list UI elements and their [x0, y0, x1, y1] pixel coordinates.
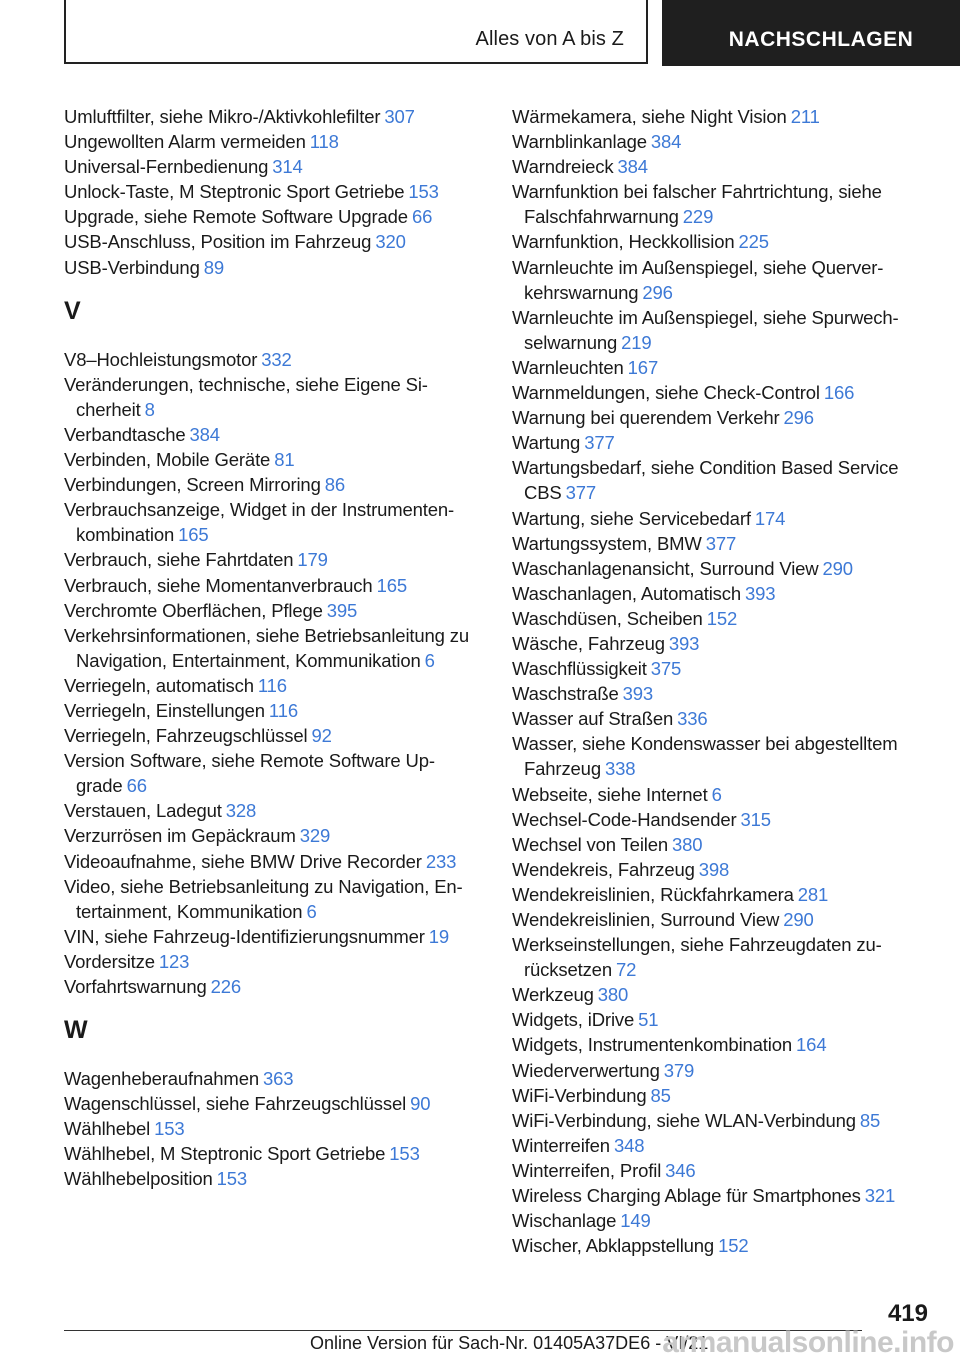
page-reference-link[interactable]: 393: [622, 683, 654, 705]
page-reference-link[interactable]: 153: [216, 1168, 248, 1190]
index-entry: [512, 907, 932, 932]
index-entry-term: Warnleuchte im Außenspiegel, siehe Querverkehrswarnung: [512, 256, 884, 303]
page-reference-link[interactable]: 384: [650, 131, 682, 153]
index-entry: [64, 422, 486, 447]
index-entry: [64, 598, 486, 623]
page-reference-link[interactable]: 379: [663, 1059, 695, 1081]
page-reference-link[interactable]: 85: [859, 1109, 881, 1131]
index-entry-term: Video, siehe Betriebsanleitung zu Navigation, Entertainment, Kommunikation: [64, 875, 463, 922]
index-entry-term: Waschanlagen, Automatisch: [512, 582, 741, 604]
index-entry: [512, 1058, 932, 1083]
index-entry-term: Wechsel von Teilen: [512, 833, 669, 855]
page-reference-link[interactable]: 211: [790, 106, 820, 127]
index-entry-term: Vordersitze: [64, 950, 155, 972]
index-entry-term: Universal-Fernbedienung: [64, 156, 269, 178]
index-entry: [64, 623, 486, 673]
index-entry-term: Verstauen, Ladegut: [64, 800, 222, 822]
page-reference-link[interactable]: 116: [257, 674, 287, 696]
index-entry: [64, 924, 486, 949]
index-entry-term: V8–Hochleistungsmotor: [64, 348, 258, 370]
page-reference-link[interactable]: 165: [178, 524, 209, 546]
index-entry: [64, 1066, 486, 1091]
index-entry-term: Wasser auf Straßen: [512, 708, 674, 730]
index-entry-term: Umluftfilter, siehe Mikro-/Aktivkohlefilter: [64, 106, 381, 127]
index-entry: [64, 823, 486, 848]
index-entry: [512, 355, 932, 380]
index-entry-term: WiFi-Verbindung: [512, 1084, 647, 1106]
index-entry: [64, 723, 486, 748]
index-entry-term: Wasser, siehe Kondenswasser bei abgestelltem Fahrzeug: [512, 733, 898, 780]
index-entry: [64, 347, 486, 372]
page-reference-link[interactable]: 393: [668, 632, 700, 654]
header-frame: [64, 0, 648, 64]
index-entry-term: Warndreieck: [512, 156, 614, 178]
index-entry-term: Werkzeug: [512, 984, 594, 1006]
page-reference-link[interactable]: 174: [754, 507, 786, 529]
index-entry: [512, 1007, 932, 1032]
index-entry-term: Wendekreislinien, Surround View: [512, 909, 780, 930]
index-entry-term: Wechsel-Code-Handsender: [512, 808, 737, 830]
index-entry: [512, 882, 932, 907]
page-reference-link[interactable]: 346: [665, 1159, 696, 1181]
index-entry: [512, 556, 932, 581]
index-entry-term: Verriegeln, Fahrzeugschlüssel: [64, 725, 308, 747]
index-entry-term: Verchromte Oberflächen, Pflege: [64, 599, 323, 621]
page-reference-link[interactable]: 6: [424, 649, 435, 671]
index-entry: [512, 1133, 932, 1158]
index-entry-term: Wartung: [512, 432, 581, 454]
index-column-left: [64, 104, 486, 1192]
index-entry-term: USB-Anschluss, Position im Fahrzeug: [64, 231, 372, 253]
index-entry: [64, 673, 486, 698]
chapter-title: NACHSCHLAGEN: [728, 28, 914, 51]
page-reference-link[interactable]: 165: [376, 574, 407, 596]
index-entry: [512, 531, 932, 556]
index-entry: [64, 179, 486, 204]
index-entry-term: Waschdüsen, Scheiben: [512, 607, 703, 629]
index-entry: [512, 807, 932, 832]
index-entry: [64, 472, 486, 497]
index-entry: [512, 1183, 932, 1208]
page-reference-link[interactable]: 375: [650, 658, 682, 680]
index-entry-term: Wartung, siehe Servicebedarf: [512, 507, 751, 529]
index-entry: [512, 154, 932, 179]
page-reference-link[interactable]: 296: [642, 281, 673, 303]
index-entry: [512, 1032, 932, 1057]
index-entry: [512, 104, 932, 129]
index-entry: [64, 798, 486, 823]
page-reference-link[interactable]: 8: [144, 398, 155, 420]
index-entry-term: Wagenheberaufnahmen: [64, 1068, 259, 1090]
page-reference-link[interactable]: 314: [272, 156, 303, 178]
index-entry: [512, 506, 932, 531]
index-entry: [512, 405, 932, 430]
index-entry: [512, 455, 932, 505]
page-reference-link[interactable]: 92: [311, 725, 332, 747]
index-entry: [512, 1208, 932, 1233]
page-reference-link[interactable]: 380: [597, 984, 629, 1006]
page-reference-link[interactable]: 153: [389, 1143, 420, 1165]
page-reference-link[interactable]: 116: [268, 699, 298, 721]
page-reference-link[interactable]: 296: [783, 407, 814, 429]
page-reference-link[interactable]: 66: [126, 775, 147, 797]
index-entry: [64, 229, 486, 254]
index-entry-term: Wireless Charging Ablage für Smartphones: [512, 1185, 861, 1207]
index-entry-term: Wärmekamera, siehe Night Vision: [512, 106, 787, 127]
index-entry-term: Wendekreis, Fahrzeug: [512, 858, 695, 880]
page-reference-link[interactable]: 225: [738, 231, 769, 253]
index-entry-term: USB-Verbindung: [64, 256, 200, 278]
index-entry-term: WiFi-Verbindung, siehe WLAN-Verbindung: [512, 1109, 856, 1131]
index-entry-term: Waschflüssigkeit: [512, 658, 647, 680]
page-reference-link[interactable]: 398: [698, 858, 730, 880]
index-entry: [64, 974, 486, 999]
index-entry: [512, 305, 932, 355]
index-entry-term: Wäsche, Fahrzeug: [512, 632, 665, 654]
page-reference-link[interactable]: 377: [584, 432, 615, 454]
index-entry: [64, 698, 486, 723]
index-entry: [512, 631, 932, 656]
index-letter-heading: W: [64, 1016, 88, 1045]
page-reference-link[interactable]: 233: [425, 850, 457, 872]
page-reference-link[interactable]: 315: [740, 808, 771, 830]
index-letter-heading: V: [64, 296, 81, 325]
page-reference-link[interactable]: 348: [613, 1134, 645, 1156]
index-entry: [64, 372, 486, 422]
index-entry-term: Winterreifen, Profil: [512, 1159, 662, 1181]
index-entry: [512, 255, 932, 305]
index-entry-term: Wagenschlüssel, siehe Fahrzeugschlüssel: [64, 1093, 407, 1115]
page-reference-link[interactable]: 72: [615, 959, 637, 981]
index-entry-term: Warnung bei querendem Verkehr: [512, 407, 780, 429]
page-reference-link[interactable]: 393: [745, 582, 776, 604]
index-entry: [64, 949, 486, 974]
page-reference-link[interactable]: 219: [621, 331, 652, 353]
index-entry-term: Werkseinstellungen, siehe Fahrzeugdaten zurücksetzen: [512, 934, 882, 981]
page-reference-link[interactable]: 123: [158, 950, 190, 972]
page-reference-link[interactable]: 328: [225, 800, 257, 822]
index-entry: [512, 430, 932, 455]
index-entry-term: Wischer, Abklappstellung: [512, 1235, 715, 1257]
page-reference-link[interactable]: 6: [306, 900, 317, 922]
page-reference-link[interactable]: 85: [650, 1084, 671, 1106]
page-reference-link[interactable]: 86: [324, 474, 345, 496]
chapter-tab: [662, 0, 960, 66]
index-entry-term: Webseite, siehe Internet: [512, 783, 708, 805]
page-reference-link[interactable]: 290: [822, 557, 853, 579]
index-entry: [512, 932, 932, 982]
page-reference-link[interactable]: 332: [261, 348, 292, 370]
index-entry: [512, 606, 932, 631]
page-reference-link[interactable]: 51: [638, 1009, 659, 1031]
page-reference-link[interactable]: 167: [627, 356, 659, 378]
index-entry-term: Unlock-Taste, M Steptronic Sport Getriebe: [64, 181, 405, 203]
page-reference-link[interactable]: 377: [565, 482, 597, 504]
page-reference-link[interactable]: 384: [617, 156, 648, 178]
index-entry: [512, 857, 932, 882]
index-entry: [64, 204, 486, 229]
index-entry-term: Winterreifen: [512, 1134, 610, 1156]
index-entry: [512, 380, 932, 405]
index-entry: [64, 129, 486, 154]
index-entry-term: Verbrauchsanzeige, Widget in der Instrumentenkombination: [64, 499, 455, 546]
watermark: armanualsonline.info: [662, 1326, 954, 1359]
index-entry: [512, 1233, 932, 1258]
index-entry-term: Wendekreislinien, Rückfahrkamera: [512, 883, 794, 905]
index-entry-term: Wählhebelposition: [64, 1168, 213, 1190]
index-entry: [512, 731, 932, 781]
index-entry-term: Waschstraße: [512, 683, 619, 705]
index-entry-term: Wählhebel: [64, 1118, 151, 1140]
page-reference-link[interactable]: 384: [189, 423, 220, 445]
index-entry: [512, 656, 932, 681]
index-entry-term: Wiederverwertung: [512, 1059, 660, 1081]
index-entry: [64, 255, 486, 280]
page-reference-link[interactable]: 118: [309, 131, 339, 153]
index-entry-term: Warnleuchten: [512, 356, 624, 378]
index-entry: [512, 982, 932, 1007]
page-reference-link[interactable]: 153: [154, 1118, 185, 1140]
index-entry-term: Waschanlagenansicht, Surround View: [512, 557, 819, 579]
index-entry: [512, 706, 932, 731]
index-entry: [64, 1141, 486, 1166]
index-entry: [64, 1166, 486, 1191]
index-entry: [512, 681, 932, 706]
index-entry-term: VIN, siehe Fahrzeug-Identifizierungsnummer: [64, 925, 425, 947]
page-reference-link[interactable]: 377: [705, 532, 737, 554]
index-entry-term: Verkehrsinformationen, siehe Betriebsanleitung zu Navigation, Entertainment, Kommunikation: [64, 624, 470, 671]
index-entry: [512, 782, 932, 807]
index-entry-term: Warnmeldungen, siehe Check-Control: [512, 382, 820, 404]
index-entry-term: Videoaufnahme, siehe BMW Drive Recorder: [64, 850, 422, 872]
index-entry: [64, 1116, 486, 1141]
page-reference-link[interactable]: 81: [274, 449, 295, 471]
page-reference-link[interactable]: 338: [604, 758, 636, 780]
page-reference-link[interactable]: 395: [326, 599, 358, 621]
index-entry-term: Verbinden, Mobile Geräte: [64, 449, 271, 471]
page-number: 419: [887, 1300, 928, 1327]
index-entry: [64, 849, 486, 874]
page-reference-link[interactable]: 307: [384, 106, 415, 127]
index-entry: [64, 874, 486, 924]
page-reference-link[interactable]: 363: [262, 1068, 294, 1090]
index-entry: [512, 129, 932, 154]
page-reference-link[interactable]: 336: [677, 708, 708, 730]
index-entry-term: Wartungssystem, BMW: [512, 532, 702, 554]
index-entry-term: Ungewollten Alarm vermeiden: [64, 131, 306, 153]
page-reference-link[interactable]: 320: [375, 231, 406, 253]
index-entry: [512, 1108, 932, 1133]
page-reference-link[interactable]: 179: [297, 549, 328, 571]
index-entry-term: Vorfahrtswarnung: [64, 976, 207, 997]
page-reference-link[interactable]: 281: [797, 883, 829, 905]
page-reference-link[interactable]: 152: [718, 1235, 749, 1257]
page-reference-link[interactable]: 152: [706, 607, 738, 629]
index-column-right: [512, 104, 932, 1258]
page-reference-link[interactable]: 90: [410, 1093, 431, 1115]
online-version-note: Online Version für Sach-Nr. 01405A37DE6 - VI/21: [310, 1333, 709, 1353]
index-entry-term: Verriegeln, automatisch: [64, 674, 254, 696]
index-entry-term: Verbrauch, siehe Momentanverbrauch: [64, 574, 373, 596]
index-entry: [512, 1083, 932, 1108]
index-entry: [512, 581, 932, 606]
index-entry-term: Wischanlage: [512, 1210, 617, 1232]
page-reference-link[interactable]: 149: [620, 1210, 651, 1232]
index-entry: [64, 573, 486, 598]
index-entry-term: Upgrade, siehe Remote Software Upgrade: [64, 206, 408, 228]
index-entry: [512, 1158, 932, 1183]
index-entry-term: Widgets, iDrive: [512, 1009, 635, 1031]
page-reference-link[interactable]: 226: [210, 976, 242, 997]
index-entry: [64, 497, 486, 547]
section-title: Alles von A bis Z: [475, 28, 624, 50]
index-entry-term: Verriegeln, Einstellungen: [64, 699, 265, 721]
page-reference-link[interactable]: 153: [408, 181, 439, 203]
index-entry-term: Warnblinkanlage: [512, 131, 647, 153]
index-entry-term: Verbrauch, siehe Fahrtdaten: [64, 549, 294, 571]
page-header: [0, 0, 960, 66]
index-entry-term: Wartungsbedarf, siehe Condition Based Service CBS: [512, 457, 899, 504]
index-entry: [64, 1091, 486, 1116]
page-reference-link[interactable]: 89: [203, 256, 224, 278]
page-reference-link[interactable]: 329: [299, 825, 331, 847]
index-entry: [512, 832, 932, 857]
index-entry: [64, 748, 486, 798]
page-reference-link[interactable]: 19: [428, 925, 450, 947]
page-reference-link[interactable]: 6: [711, 783, 722, 805]
page-reference-link[interactable]: 166: [823, 382, 855, 404]
index-entry-term: Veränderungen, technische, siehe Eigene Sicherheit: [64, 373, 428, 420]
index-entry-term: Warnleuchte im Außenspiegel, siehe Spurwechselwarnung: [512, 306, 899, 353]
index-entry-term: Widgets, Instrumentenkombination: [512, 1034, 793, 1056]
index-entry: [64, 104, 486, 129]
index-entry: [64, 154, 486, 179]
index-entry-term: Warnfunktion bei falscher Fahrtrichtung, siehe Falschfahrwarnung: [512, 181, 882, 228]
index-entry-term: Warnfunktion, Heckkollision: [512, 231, 735, 253]
page-reference-link[interactable]: 380: [672, 833, 703, 855]
index-entry: [512, 229, 932, 254]
index-entry: [512, 179, 932, 229]
index-entry: [64, 447, 486, 472]
page-reference-link[interactable]: 321: [864, 1185, 896, 1207]
index-entry-term: Version Software, siehe Remote Software Upgrade: [64, 750, 436, 797]
index-entry: [64, 547, 486, 572]
index-entry-term: Verbindungen, Screen Mirroring: [64, 474, 321, 496]
page-reference-link[interactable]: 290: [783, 909, 814, 930]
index-entry-term: Verbandtasche: [64, 423, 186, 445]
page-reference-link[interactable]: 164: [796, 1034, 827, 1056]
page-reference-link[interactable]: 66: [411, 206, 433, 228]
index-entry-term: Wählhebel, M Steptronic Sport Getriebe: [64, 1143, 386, 1165]
page-reference-link[interactable]: 229: [682, 206, 714, 228]
index-entry-term: Verzurrösen im Gepäckraum: [64, 825, 296, 847]
